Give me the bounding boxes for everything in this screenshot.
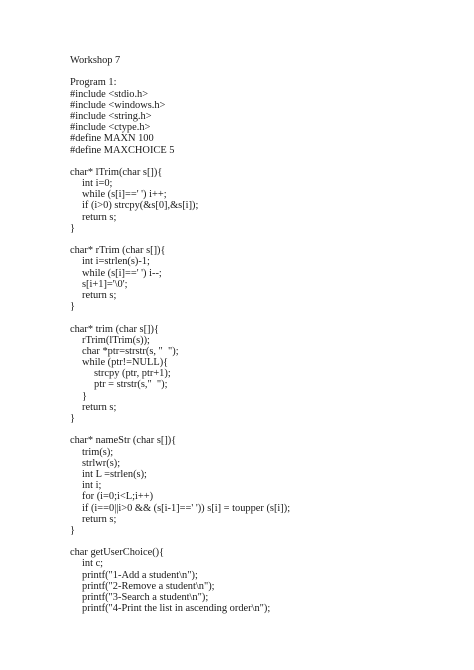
- code-line: }: [70, 524, 75, 536]
- code-line: }: [70, 413, 75, 424]
- code-line: #include <string.h>: [70, 110, 152, 122]
- code-line: #include <stdio.h>: [70, 88, 149, 100]
- code-line: char* lTrim(char s[]){: [70, 166, 163, 178]
- code-line: while (ptr!=NULL){: [82, 357, 169, 369]
- code-line: #define MAXN 100: [70, 133, 154, 145]
- code-line: return s;: [82, 513, 117, 525]
- code-line: }: [70, 222, 75, 234]
- code-line: return s;: [82, 211, 117, 223]
- code-line: while (s[i]==' ') i++;: [82, 189, 167, 201]
- document-body: [70, 55, 460, 614]
- code-line: return s;: [82, 401, 117, 413]
- code-line: #include <windows.h>: [70, 99, 166, 111]
- blank-line: [70, 312, 460, 323]
- code-line: #include <ctype.h>: [70, 122, 151, 134]
- code-line: ptr = strstr(s," ");: [94, 379, 168, 391]
- code-line: #define MAXCHOICE 5: [70, 144, 175, 156]
- code-line: strlwr(s);: [82, 457, 121, 469]
- code-line: for (i=0;i<L;i++): [82, 491, 154, 503]
- code-line: int i=strlen(s)-1;: [82, 256, 150, 268]
- code-line: return s;: [82, 289, 117, 301]
- blank-line: [70, 66, 460, 77]
- blank-line: [70, 536, 460, 547]
- code-line: char *ptr=strstr(s, " ");: [82, 345, 179, 357]
- code-line: int c;: [82, 558, 104, 570]
- code-line: int i=0;: [82, 178, 113, 190]
- code-line: printf("1-Add a student\n");: [82, 569, 198, 581]
- code-line: printf("4-Print the list in ascending order\n");: [82, 603, 271, 615]
- code-line: }: [70, 301, 75, 313]
- code-line: int L =strlen(s);: [82, 468, 147, 480]
- code-line: char* rTrim (char s[]){: [70, 245, 166, 257]
- document-title: Workshop 7: [70, 55, 121, 66]
- blank-line: [70, 234, 460, 245]
- code-line: trim(s);: [82, 446, 114, 458]
- code-line: char getUserChoice(){: [70, 547, 165, 559]
- blank-line: [70, 424, 460, 435]
- code-line: while (s[i]==' ') i--;: [82, 267, 162, 279]
- code-line: char* trim (char s[]){: [70, 323, 159, 335]
- code-line: Program 1:: [70, 77, 117, 89]
- code-line: }: [82, 390, 87, 402]
- blank-line: [70, 156, 460, 167]
- code-line: int i;: [82, 480, 102, 492]
- code-line: rTrim(lTrim(s));: [82, 334, 150, 346]
- code-line: printf("2-Remove a student\n");: [82, 580, 215, 592]
- code-line: strcpy (ptr, ptr+1);: [94, 368, 171, 380]
- code-line: char* nameStr (char s[]){: [70, 435, 177, 447]
- code-line: printf("3-Search a student\n");: [82, 592, 209, 603]
- code-line: if (i>0) strcpy(&s[0],&s[i]);: [82, 200, 199, 212]
- code-listing: [70, 66, 460, 614]
- code-line: s[i+1]='\0';: [82, 278, 128, 290]
- code-line: if (i==0||i>0 && (s[i-1]==' ')) s[i] = toupper (s[i]);: [82, 502, 291, 514]
